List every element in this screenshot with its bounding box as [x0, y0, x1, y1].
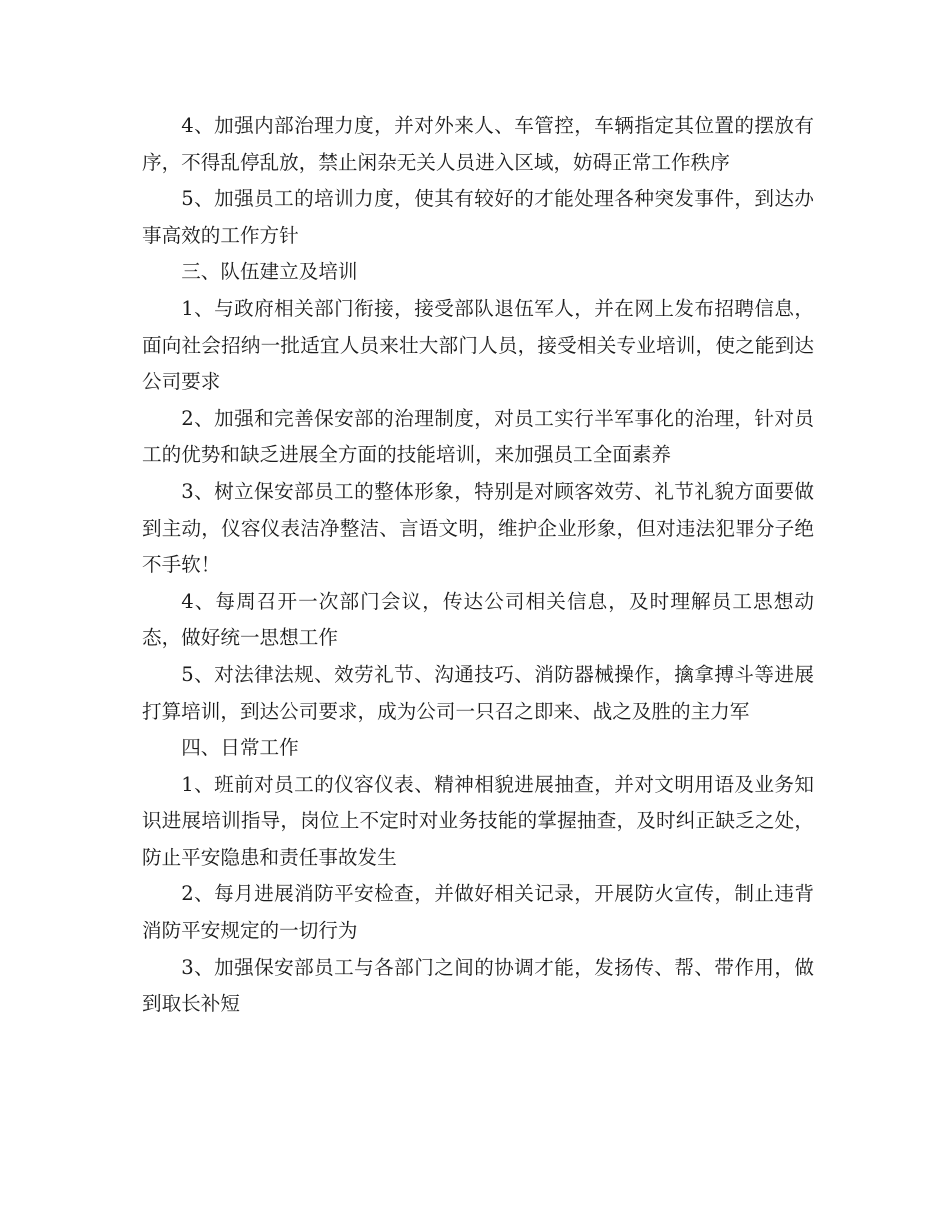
section-heading-team-building: 三、队伍建立及培训	[181, 260, 358, 284]
paragraph-fire-safety: 2、每月进展消防平安检查，并做好相关记录，开展防火宣传，制止违背消防平安规定的一切行为	[142, 882, 814, 943]
section-heading-daily-work: 四、日常工作	[181, 736, 299, 760]
paragraph-weekly-meeting: 4、每周召开一次部门会议，传达公司相关信息，及时理解员工思想动态，做好统一思想工作	[142, 589, 814, 650]
paragraph-skills-training: 5、对法律法规、效劳礼节、沟通技巧、消防器械操作，擒拿搏斗等进展打算培训，到达公司要求，成为公司一只召之即来、战之及胜的主力军	[142, 662, 814, 723]
paragraph-management-system: 2、加强和完善保安部的治理制度，对员工实行半军事化的治理，针对员工的优势和缺乏进展全方面的技能培训，来加强员工全面素养	[142, 406, 814, 467]
paragraph-image: 3、树立保安部员工的整体形象，特别是对顾客效劳、礼节礼貌方面要做到主动，仪容仪表洁净整洁、言语文明，维护企业形象，但对违法犯罪分子绝不手软！	[142, 479, 814, 577]
paragraph-internal-management: 4、加强内部治理力度，并对外来人、车管控，车辆指定其位置的摆放有序，不得乱停乱放，禁止闲杂无关人员进入区域，妨碍正常工作秩序	[142, 114, 814, 174]
paragraph-pre-shift-check: 1、班前对员工的仪容仪表、精神相貌进展抽查，并对文明用语及业务知识进展培训指导，岗位上不定时对业务技能的掌握抽查，及时纠正缺乏之处，防止平安隐患和责任事故发生	[142, 772, 814, 869]
document-body	[142, 108, 814, 1023]
paragraph-coordination: 3、加强保安部员工与各部门之间的协调才能，发扬传、帮、带作用，做到取长补短	[142, 955, 814, 1016]
paragraph-recruitment: 1、与政府相关部门衔接，接受部队退伍军人，并在网上发布招聘信息，面向社会招纳一批适宜人员来壮大部门人员，接受相关专业培训，使之能到达公司要求	[142, 296, 814, 394]
paragraph-staff-training-strength: 5、加强员工的培训力度，使其有较好的才能处理各种突发事件，到达办事高效的工作方针	[142, 187, 814, 247]
